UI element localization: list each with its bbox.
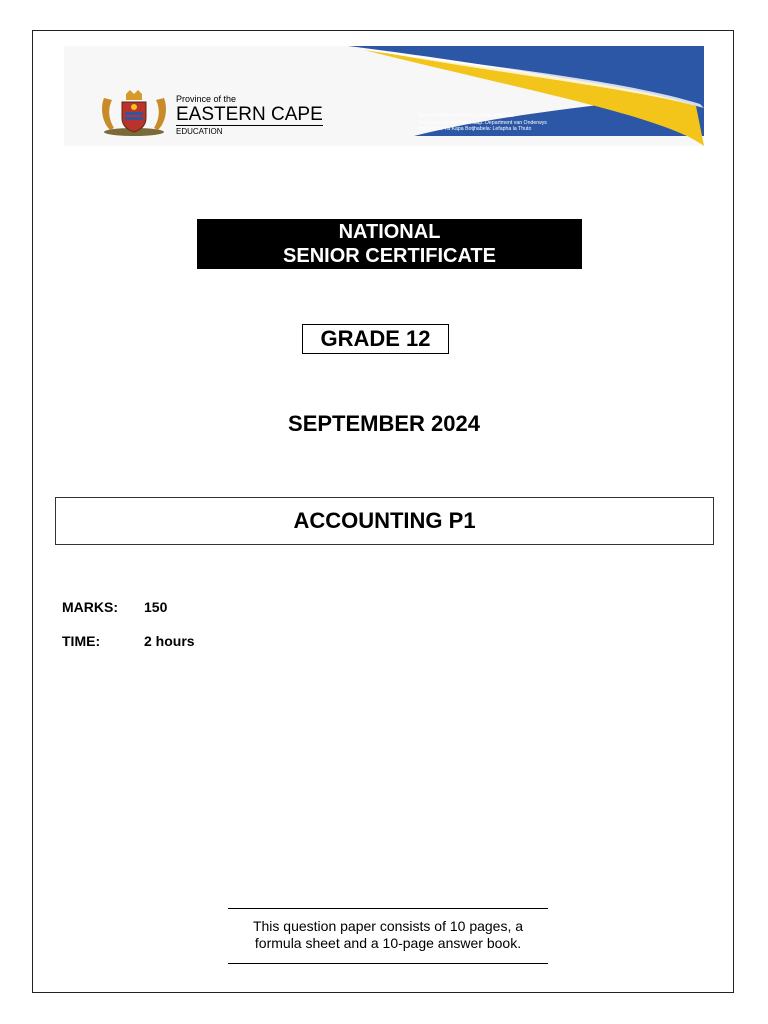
marks-value: 150 (144, 599, 168, 615)
time-label: TIME: (62, 633, 101, 649)
certificate-title (197, 219, 582, 269)
footer-note (228, 908, 548, 964)
coat-of-arms-icon (96, 88, 172, 138)
department-languages (418, 113, 547, 133)
footer-note-line-1: This question paper consists of 10 pages, a (252, 918, 524, 934)
marks-label: MARKS: (62, 599, 118, 615)
marks-row (62, 599, 167, 615)
subject-title: ACCOUNTING P1 (55, 497, 714, 545)
time-row (62, 633, 195, 649)
province-wordmark (176, 95, 323, 136)
department-line: Iphondo leMpuma Koloni: Isebe leMfundo (418, 113, 514, 119)
footer-note-line-2: formula sheet and a 10-page answer book. (254, 935, 522, 951)
province-prefix: Province of the (176, 94, 237, 104)
certificate-line-1: NATIONAL (338, 221, 441, 243)
province-name: EASTERN CAPE (176, 104, 323, 125)
department-name: EDUCATION (176, 127, 223, 136)
department-line: Porafensie Ya Kapa Botjhabela: Lefapha la Thuto (418, 126, 532, 133)
time-value: 2 hours (144, 633, 195, 649)
grade-label: GRADE 12 (302, 324, 449, 354)
exam-date: SEPTEMBER 2024 (288, 411, 480, 436)
certificate-line-2: SENIOR CERTIFICATE (283, 245, 496, 267)
department-line: Provinsie van die Oos-Kaap: Department van Onderwys (418, 119, 547, 126)
